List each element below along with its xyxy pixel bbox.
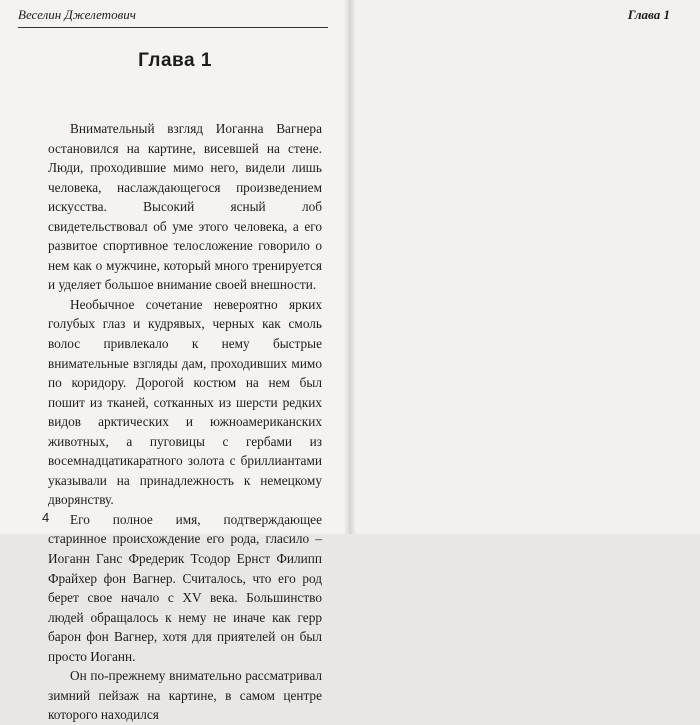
- left-page-number: 4: [42, 510, 50, 525]
- paragraph: Его полное имя, подтверждающее старинное происхождение его рода, гласило – Иоганн Ганс Фредерик Тсодор Ернст Филипп Фрайхер фон Вагнер. Считалось, что его род берет свое начало с XV века. Большинство людей обращалось к нему не иначе как герр барон фон Вагнер, хотя для приятелей он был просто Иоганн.: [48, 511, 322, 664]
- right-page: [350, 0, 700, 534]
- book-gutter-shadow: [344, 0, 356, 534]
- left-running-head: Веселин Джелетович: [18, 7, 136, 22]
- left-header-rule: [18, 27, 328, 28]
- paragraph: Он по-прежнему внимательно рассматривал зимний пейзаж на картине, в самом центре которого находился: [48, 668, 322, 723]
- right-chapter-label: Глава 1: [627, 7, 670, 22]
- left-body-text: [48, 119, 322, 725]
- chapter-title: Глава 1: [138, 50, 212, 71]
- paragraph: Внимательный взгляд Иоганна Вагнера остановился на картине, висевшей на стене. Люди, проходившие мимо него, видели лишь человека, наслаждающегося произведением искусства. Высокий ясный лоб свидетельствовал об уме этого человека, а его развитое спортивное телосложение говорило о нем как о мужчине, который много тренируется и уделяет большое внимание своей внешности.: [48, 121, 322, 293]
- paragraph: Необычное сочетание невероятно ярких голубых глаз и кудрявых, черных как смоль волос привлекало к нему быстрые внимательные взгляды дам, проходивших мимо по коридору. Дорогой костюм на нем был пошит из тканей, сотканных из шерсти редких видов арктических и южноамериканских животных, а пуговицы с гербами из восемнадцатикаратного золота с бриллиантами указывали на принадлежность к немецкому дворянству.: [48, 296, 322, 508]
- left-page: [0, 0, 350, 723]
